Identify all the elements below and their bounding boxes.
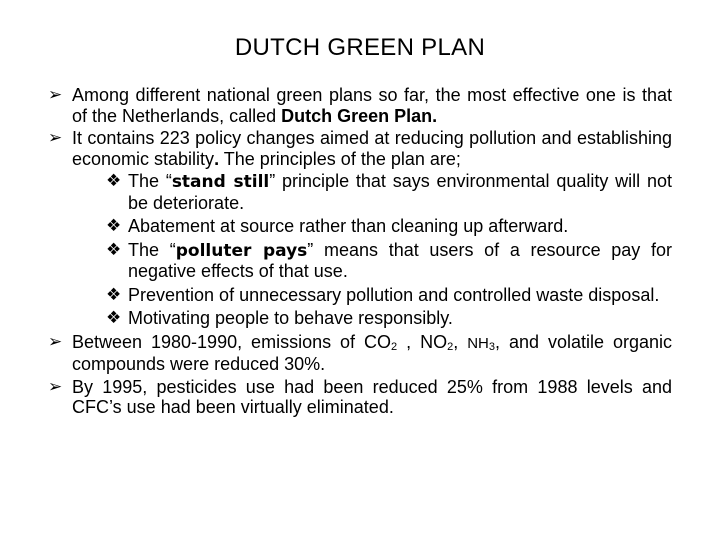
bullet-text-pre: Between 1980-1990, emissions of CO [72, 331, 392, 352]
subbullet-motivating [48, 308, 672, 329]
subbullet-text: Abatement at source rather than cleaning up afterward. [128, 216, 569, 236]
diamond-bullet-icon: ❖ [106, 216, 122, 236]
bullet-emissions [48, 332, 672, 375]
bullet-text: By 1995, pesticides use had been reduced 25% from 1988 levels and CFC’s use had been virtually eliminated. [72, 376, 672, 417]
bullet-pesticides [48, 377, 672, 418]
bullet-text-post: , and volatile organic compounds were reduced 30%. [72, 331, 672, 374]
arrow-bullet-icon: ➢ [48, 376, 63, 397]
co2-subscript: 2 [391, 340, 398, 353]
subbullet-text-pre: The “ [128, 171, 172, 191]
subbullet-polluter-pays [48, 240, 672, 282]
no2-subscript: 2 [447, 340, 454, 353]
subbullet-bold-text: stand still [171, 172, 270, 192]
bullet-green-plans [48, 85, 672, 126]
bullet-bold-period: . [432, 105, 438, 126]
arrow-bullet-icon: ➢ [48, 128, 63, 148]
arrow-bullet-icon: ➢ [48, 331, 63, 352]
slide-title: DUTCH GREEN PLAN [234, 34, 486, 61]
bullet-bold-text: Dutch Green Plan [281, 105, 433, 126]
arrow-bullet-icon: ➢ [48, 85, 63, 105]
bullet-text-tail: The principles of the plan are; [219, 148, 461, 169]
nh3-formula: NH [467, 334, 489, 352]
subbullet-text-post: ” means that users of a resource pay for negative effects of that use. [128, 239, 672, 281]
bullet-text-mid2: , [453, 331, 468, 352]
subbullet-text: Prevention of unnecessary pollution and controlled waste disposal. [128, 284, 660, 305]
subbullet-bold-text: polluter pays [175, 240, 308, 261]
diamond-bullet-icon: ❖ [106, 308, 122, 328]
subbullet-abatement [48, 216, 672, 237]
subbullet-text: Motivating people to behave responsibly. [128, 308, 453, 328]
slide-body [48, 85, 672, 420]
diamond-bullet-icon: ❖ [106, 284, 122, 305]
bullet-text: Among different national green plans so far, the most effective one is that of the Netherlands, called [72, 85, 672, 126]
bullet-text-mid: , NO [397, 331, 448, 352]
bullet-policy-changes [48, 128, 672, 169]
diamond-bullet-icon: ❖ [106, 239, 122, 260]
bullet-bold-period: . [214, 148, 220, 169]
subbullet-stand-still [48, 171, 672, 213]
subbullet-prevention [48, 285, 672, 306]
subbullet-text-post: ” principle that says environmental quality will not be deteriorate. [128, 171, 672, 213]
bullet-text: It contains 223 policy changes aimed at reducing pollution and establishing economic stability [72, 128, 672, 169]
nh3-subscript: 3 [488, 340, 495, 353]
subbullet-text-pre: The “ [128, 239, 176, 260]
diamond-bullet-icon: ❖ [106, 171, 122, 191]
